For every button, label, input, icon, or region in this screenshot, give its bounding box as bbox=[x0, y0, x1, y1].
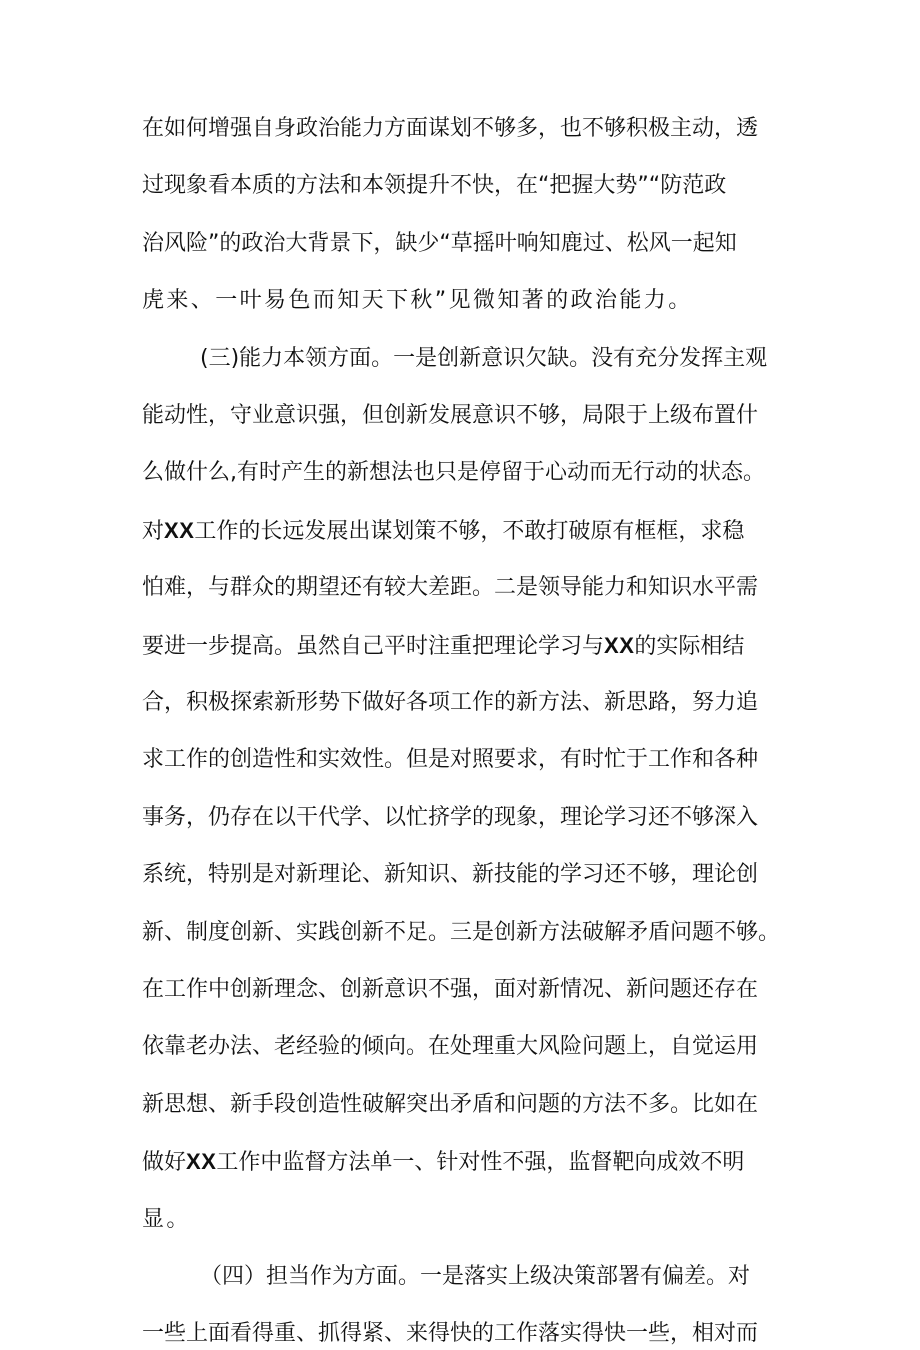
text-line: 事务，仍存在以干代学、以忙挤学的现象，理论学习还不够深入 bbox=[142, 805, 759, 830]
text-line: 过现象看本质的方法和本领提升不快，在“把握大势”“防范政 bbox=[142, 173, 727, 198]
text-line: 治风险”的政治大背景下，缺少“草摇叶响知鹿过、松风一起知 bbox=[142, 231, 737, 256]
text-line: 做好XX工作中监督方法单一、针对性不强，监督靶向成效不明 bbox=[142, 1149, 745, 1175]
text-line: 在如何增强自身政治能力方面谋划不够多，也不够积极主动，透 bbox=[142, 116, 759, 141]
text-line: 么做什么,有时产生的新想法也只是停留于心动而无行动的状态。 bbox=[142, 460, 765, 485]
text-line: 显。 bbox=[142, 1207, 191, 1232]
text-line: 对XX工作的长远发展出谋划策不够，不敢打破原有框框，求稳 bbox=[142, 518, 745, 544]
text-line: 怕难，与群众的期望还有较大差距。二是领导能力和知识水平需 bbox=[142, 575, 759, 600]
text-line: 能动性，守业意识强，但创新发展意识不够，局限于上级布置什 bbox=[142, 403, 759, 428]
text-line: 合，积极探索新形势下做好各项工作的新方法、新思路，努力追 bbox=[142, 690, 759, 715]
text-line: 一些上面看得重、抓得紧、来得快的工作落实得快一些，相对而 bbox=[142, 1321, 759, 1346]
text-line: 新思想、新手段创造性破解突出矛盾和问题的方法不多。比如在 bbox=[142, 1092, 759, 1117]
text-line: 求工作的创造性和实效性。但是对照要求，有时忙于工作和各种 bbox=[142, 747, 759, 772]
text-line: 新、制度创新、实践创新不足。三是创新方法破解矛盾问题不够。 bbox=[142, 920, 781, 945]
paragraph-first-line: (三)能力本领方面。一是创新意识欠缺。没有充分发挥主观 bbox=[200, 346, 768, 371]
text-line: 虎来、一叶易色而知天下秋”见微知著的政治能力。 bbox=[142, 288, 693, 313]
paragraph-first-line: （四）担当作为方面。一是落实上级决策部署有偏差。对 bbox=[200, 1264, 751, 1289]
text-line: 要进一步提高。虽然自己平时注重把理论学习与XX的实际相结 bbox=[142, 633, 745, 659]
placeholder-xx: XX bbox=[604, 633, 635, 658]
placeholder-xx: XX bbox=[164, 518, 195, 543]
text-line: 在工作中创新理念、创新意识不强，面对新情况、新问题还存在 bbox=[142, 977, 759, 1002]
text-line: 系统，特别是对新理论、新知识、新技能的学习还不够，理论创 bbox=[142, 862, 759, 887]
placeholder-xx: XX bbox=[186, 1149, 217, 1174]
text-line: 依靠老办法、老经验的倾向。在处理重大风险问题上，自觉运用 bbox=[142, 1034, 759, 1059]
